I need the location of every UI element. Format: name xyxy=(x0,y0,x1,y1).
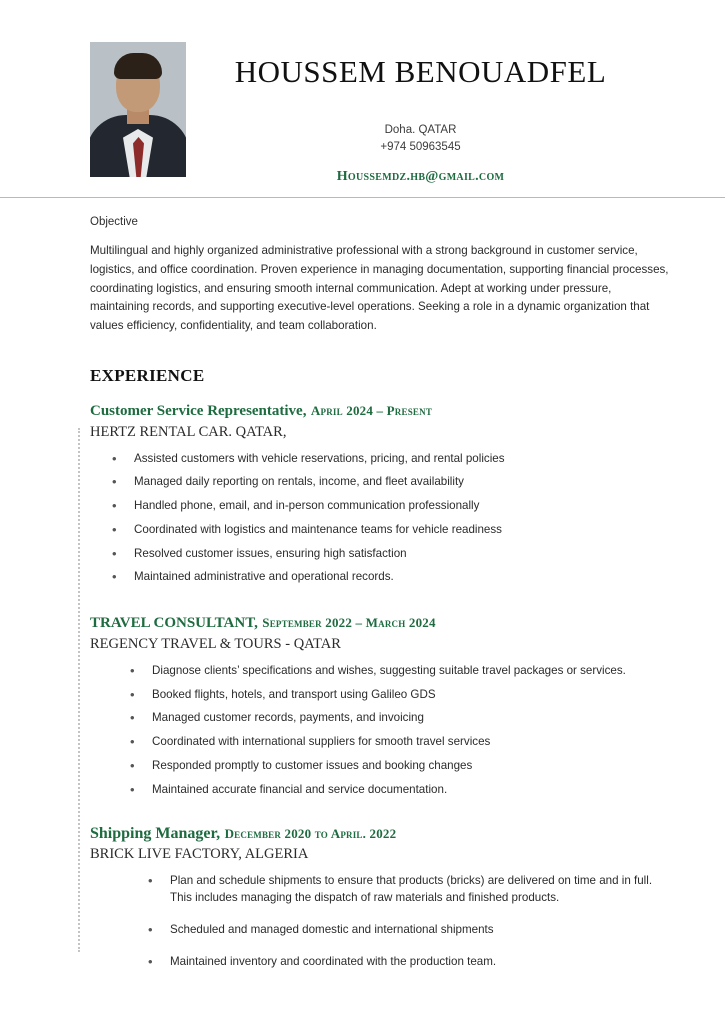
job-dates: September 2022 – March 2024 xyxy=(262,615,436,631)
page-title: HOUSSEM BENOUADFEL xyxy=(234,54,607,89)
portrait-photo xyxy=(90,42,186,177)
resume-header xyxy=(0,0,725,185)
experience-item xyxy=(90,612,669,798)
list-item: • Assisted customers with vehicle reservations, pricing, and rental policies xyxy=(112,451,669,468)
resume-body xyxy=(0,216,725,970)
photo-hair xyxy=(114,53,162,79)
objective-text: Multilingual and highly organized administrative professional with a strong background in customer service, logistics, and office coordination. Proven experience in managing documentation, supporting financial processes, coordinating logistics, and ensuring smooth internal communication. Adept at working under pressure, maintaining records, and supporting executive-level operations. Seeking a role in a dynamic organization that values efficiency, confidentiality, and team collaboration. xyxy=(90,244,669,333)
job-headline xyxy=(90,612,669,634)
list-item: • Diagnose clients’ specifications and wishes, suggesting suitable travel packages or services. xyxy=(130,663,669,680)
experience-item xyxy=(90,400,669,586)
experience-section xyxy=(40,366,685,971)
job-headline xyxy=(90,823,669,845)
list-item: • Maintained accurate financial and service documentation. xyxy=(130,782,669,799)
list-item: • Maintained inventory and coordinated with the production team. xyxy=(148,954,669,971)
objective-label: Objective xyxy=(90,216,138,228)
job-title: Customer Service Representative, xyxy=(90,402,307,419)
job-title: TRAVEL CONSULTANT, xyxy=(90,615,258,632)
job-title: Shipping Manager, xyxy=(90,824,221,842)
objective-section xyxy=(40,216,685,336)
job-dates: April 2024 – Present xyxy=(310,402,433,418)
list-item: • Maintained administrative and operational records. xyxy=(112,569,669,586)
list-item: • Plan and schedule shipments to ensure that products (bricks) are delivered on time and in full. This includes managing the dispatch of raw materials and finished products. xyxy=(148,873,669,907)
list-item: • Coordinated with logistics and maintenance teams for vehicle readiness xyxy=(112,522,669,539)
list-item: • Managed customer records, payments, and invoicing xyxy=(130,710,669,727)
job-headline xyxy=(90,400,669,422)
job-bullets xyxy=(90,663,669,799)
job-company: HERTZ RENTAL CAR. QATAR, xyxy=(90,423,287,440)
contact-location: Doha. QATAR xyxy=(384,124,457,136)
dotted-rail-decoration xyxy=(78,428,80,952)
job-bullets xyxy=(90,873,669,970)
experience-item xyxy=(90,823,669,971)
list-item: • Scheduled and managed domestic and international shipments xyxy=(148,922,669,939)
job-company: BRICK LIVE FACTORY, ALGERIA xyxy=(90,846,309,863)
list-item: • Handled phone, email, and in-person communication professionally xyxy=(112,498,669,515)
job-dates: December 2020 to April. 2022 xyxy=(224,825,397,841)
list-item: • Responded promptly to customer issues and booking changes xyxy=(130,758,669,775)
list-item: • Managed daily reporting on rentals, income, and fleet availability xyxy=(112,474,669,491)
list-item: • Booked flights, hotels, and transport using Galileo GDS xyxy=(130,687,669,704)
job-company: REGENCY TRAVEL & TOURS - QATAR xyxy=(90,635,341,652)
list-item: • Resolved customer issues, ensuring high satisfaction xyxy=(112,546,669,563)
header-divider xyxy=(0,197,725,198)
contact-phone: +974 50963545 xyxy=(380,141,461,153)
header-text-block xyxy=(186,42,685,185)
experience-title: EXPERIENCE xyxy=(90,365,205,385)
job-bullets xyxy=(90,451,669,587)
contact-email[interactable]: Houssemdz.hb@gmail.com xyxy=(336,169,505,184)
list-item: • Coordinated with international suppliers for smooth travel services xyxy=(130,734,669,751)
